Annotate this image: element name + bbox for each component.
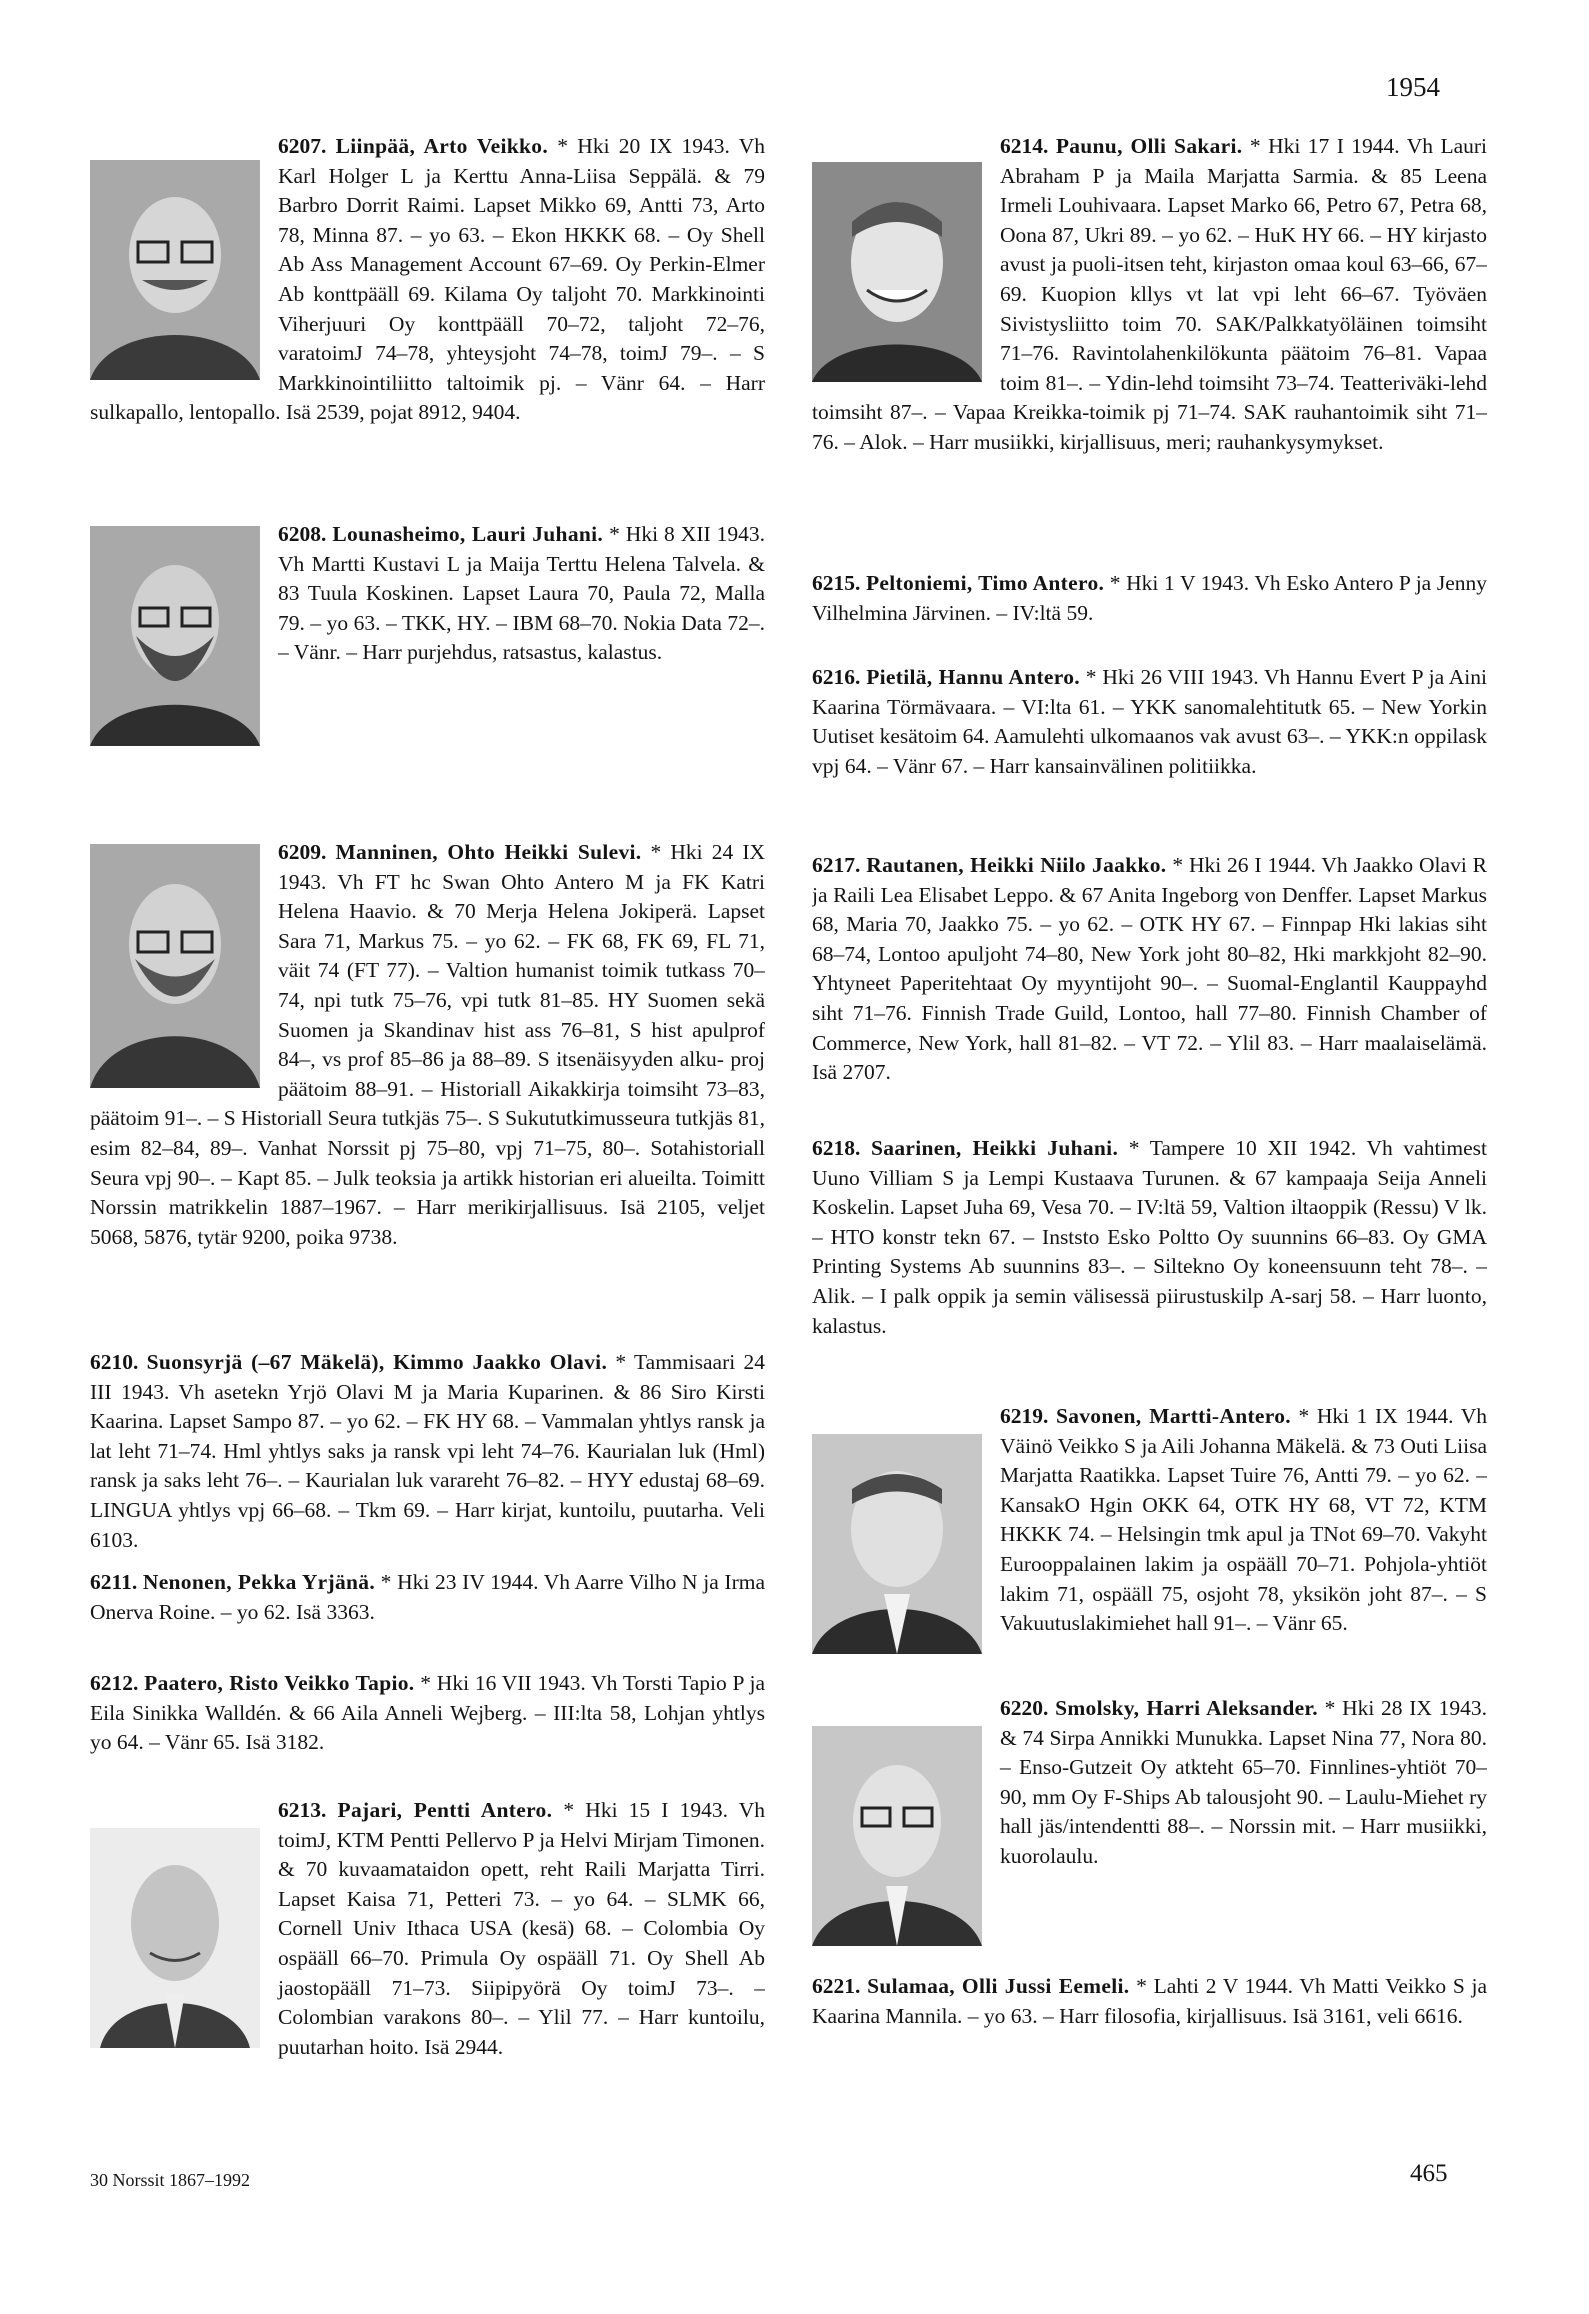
entry-6208 [90,520,765,838]
entry-text: * Hki 16 VII 1943. Vh Torsti Tapio P ja Eila Sinikka Walldén. & 66 Aila Anneli Wejberg. – III:lta 58, Lohjan yhtlys yo 64. – Vänr 65. Isä 3182. [90,1671,765,1755]
entry-name: Manninen, Ohto Heikki Sulevi. [335,840,642,864]
portrait-photo [90,844,260,1088]
entry-number: 6210. [90,1350,139,1374]
entry-text: * Tampere 10 XII 1942. Vh vahtimest Uuno Villiam S ja Lempi Kustaava Turunen. & 67 kampaaja Seija Anneli Koskelin. Lapset Juha 69, Vesa 70. – IV:ltä 59, Valtion iltaoppik (Ressu) V lk. – HTO konstr tekn 67. – Inststo Esko Poltto Oy suunnins 66–83. Oy GMA Printing Systems Ab suunnins 83–. – Siltekno Oy koneensuunn teht 78–. – Alik. – I palk oppik ja semin välisessä piirustuskilp A-sarj 58. – Harr luonto, kalastus. [812,1136,1487,1338]
entry-text: * Hki 26 I 1944. Vh Jaakko Olavi R ja Raili Lea Elisabet Leppo. & 67 Anita Ingeborg von Denffer. Lapset Markus 68, Maria 70, Jaakko 75. – yo 62. – OTK HY 67. – Finnpap Hki lakias siht 68–74, Lontoo apuljoht 74–80, New York joht 80–82, Hki markkjoht 82–90. Yhtyneet Paperitehtaat Oy myyntijoht 90–. – Suomal-Englantil Kauppayhd siht 71–76. Finnish Trade Guild, Lontoo, hall 77–80. Finnish Chamber of Commerce, New York, hall 81–82. – VT 72. – Ylil 83. – Harr maalaiselämä. Isä 2707. [812,853,1487,1085]
portrait-photo [812,1726,982,1946]
entry-6220 [812,1694,1487,1972]
entry-name: Lounasheimo, Lauri Juhani. [332,522,604,546]
entry-text: * Hki 1 V 1943. Vh Esko Antero P ja Jenny Vilhelmina Järvinen. – IV:ltä 59. [812,571,1487,625]
entry-text: * Hki 20 IX 1943. Vh Karl Holger L ja Kerttu Anna-Liisa Seppälä. & 79 Barbro Dorrit Raimi. Lapset Mikko 69, Antti 73, Arto 78, Minna 87. – yo 63. – Ekon HKKK 68. – Oy Shell Ab Ass Management Account 67–69. Oy Perkin-Elmer Ab konttpääll 69. Kilama Oy taljoht 70. Markkinointi Viherjuuri Oy konttpääll 70–72, taljoht 72–76, varatoimJ 74–78, yhteysjoht 74–78, toimJ 79–. – S Markkinointiliitto taltoimik pj. – Vänr 64. – Harr sulkapallo, lentopallo. Isä 2539, pojat 8912, 9404. [90,134,765,425]
entry-6218 [812,1134,1487,1402]
entry-name: Rautanen, Heikki Niilo Jaakko. [866,853,1167,877]
entry-text: * Tammisaari 24 III 1943. Vh asetekn Yrjö Olavi M ja Maria Kuparinen. & 86 Siro Kirsti Kaarina. Lapset Sampo 87. – yo 62. – FK HY 68. – Vammalan yhtlys ransk ja lat leht 71–74. Hml yhtlys saks ja ransk vpi leht 74–76. Kaurialan luk (Hml) ransk ja saks leht 76–. – Kaurialan luk varareht 76–82. – HYY edustaj 68–69. LINGUA yhtlys vpj 66–68. – Tkm 69. – Harr kirjat, kuntoilu, puutarha. Veli 6103. [90,1350,765,1552]
entry-name: Savonen, Martti-Antero. [1055,1404,1291,1428]
entry-6211 [90,1568,765,1669]
entry-6212 [90,1669,765,1796]
entry-text: * Hki 17 I 1944. Vh Lauri Abraham P ja Maila Marjatta Sarmia. & 85 Leena Irmeli Louhivaara. Lapset Marko 66, Petro 67, Petra 68, Oona 87, Ukri 89. – yo 62. – HuK HY 66. – HY kirjasto avust ja puoli-itsen teht, kirjaston omaa koul 63–66, 67–69. Kuopion kllys vt lat vpi leht 66–67. Työväen Sivistysliitto toim 70. SAK/Palkkatyöläinen toimsiht 71–76. Ravintolahenkilökunta päätoim 76–81. Vapaa toim 81–. – Ydin-lehd toimsiht 73–74. Teatteriväki-lehd toimsiht 87–. – Vapaa Kreikka-toimik pj 71–74. SAK rauhantoimik siht 71–76. – Alok. – Harr musiikki, kirjallisuus, meri; rauhankysymykset. [812,134,1487,454]
entry-name: Paatero, Risto Veikko Tapio. [144,1671,415,1695]
entry-6209 [90,838,765,1348]
entry-number: 6216. [812,665,861,689]
entry-6221 [812,1972,1487,2031]
entry-name: Peltoniemi, Timo Antero. [865,571,1105,595]
entry-text: * Hki 28 IX 1943. & 74 Sirpa Annikki Munukka. Lapset Nina 77, Nora 80. – Enso-Gutzeit Oy atkteht 65–70. Finnlines-yhtiöt 70–90, mm Oy F-Ships Ab talousjoht 90. – Laulu-Miehet ry hall jäs/intendentti 88–. – Norssin mit. – Harr musiikki, kuorolaulu. [1000,1696,1487,1868]
entry-name: Nenonen, Pekka Yrjänä. [142,1570,376,1594]
entry-number: 6214. [1000,134,1049,158]
entry-number: 6220. [1000,1696,1049,1720]
page-year: 1954 [1386,72,1440,102]
entry-name: Sulamaa, Olli Jussi Eemeli. [867,1974,1130,1998]
portrait-photo [812,162,982,382]
entry-text: * Lahti 2 V 1944. Vh Matti Veikko S ja Kaarina Mannila. – yo 63. – Harr filosofia, kirjallisuus. Isä 3161, veli 6616. [812,1974,1487,2028]
entry-number: 6207. [278,134,327,158]
entry-number: 6213. [278,1798,327,1822]
left-column [90,132,765,2062]
entry-text: * Hki 24 IX 1943. Vh FT hc Swan Ohto Antero M ja FK Katri Helena Haavio. & 70 Merja Helena Jokiperä. Lapset Sara 71, Markus 75. – yo 62. – FK 68, FK 69, FL 71, väit 74 (FT 77). – Valtion humanist toimik tutkass 70–74, npi tutk 75–76, vpi tutk 81–85. HY Suomen sekä Suomen ja Skandinav hist ass 76–81, S hist apulprof 84–, vs prof 85–86 ja 88–89. S itsenäisyyden alku- proj päätoim 88–91. – Historiall Aikakkirja toimsiht 73–83, päätoim 91–. – S Historiall Seura tutkjäs 75–. S Sukututkimusseura tutkjäs 81, esim 82–84, 89–. Vanhat Norssit pj 75–80, vpj 71–75, 80–. Sotahistoriall Seura vpj 90–. – Kapt 85. – Julk teoksia ja artikk historian eri alueilta. Toimitt Norssin matrikkelin 1887–1967. – Harr merikirjallisuus. Isä 2105, veljet 5068, 5876, tytär 9200, poika 9738. [90,840,765,1249]
page-footer: 30 Norssit 1867–1992 [90,2170,251,2190]
entry-6210 [90,1348,765,1568]
entry-name: Suonsyrjä (–67 Mäkelä), Kimmo Jaakko Olavi. [146,1350,608,1374]
entry-6207 [90,132,765,520]
entry-text: * Hki 15 I 1943. Vh toimJ, KTM Pentti Pellervo P ja Helvi Mirjam Timonen. & 70 kuvaamataidon opett, reht Raili Marjatta Tirri. Lapset Kaisa 71, Petteri 73. – yo 64. – SLMK 66, Cornell Univ Ithaca USA (kesä) 68. – Colombia Oy ospääll 66–70. Primula Oy ospääll 71. Oy Shell Ab jaostopääll 71–73. Siipipyörä Oy toimJ 73–. – Colombian varakons 80–. – Ylil 77. – Harr kuntoilu, puutarhan hoito. Isä 2944. [278,1798,765,2059]
portrait-photo [90,1828,260,2048]
entry-number: 6215. [812,571,861,595]
entry-text: * Hki 23 IV 1944. Vh Aarre Vilho N ja Irma Onerva Roine. – yo 62. Isä 3363. [90,1570,765,1624]
entry-number: 6217. [812,853,861,877]
portrait-photo [90,526,260,746]
entry-6217 [812,851,1487,1134]
entry-name: Pietilä, Hannu Antero. [866,665,1080,689]
entry-name: Smolsky, Harri Aleksander. [1055,1696,1318,1720]
entry-text: * Hki 1 IX 1944. Vh Väinö Veikko S ja Aili Johanna Mäkelä. & 73 Outi Liisa Marjatta Raatikka. Lapset Tuire 76, Antti 79. – yo 62. – KansakO Hgin OKK 64, OTK HY 68, VT 72, KTM HKKK 74. – Helsingin tmk apul ja TNot 69–70. Vakyht Eurooppalainen lakim ja ospääll 70–71. Pohjola-yhtiöt lakim 71, ospääll 75, osjoht 78, yksikön joht 87–. – S Vakuutuslakimiehet hall 91–. – Vänr 65. [1000,1404,1487,1636]
entry-number: 6221. [812,1974,861,1998]
entry-name: Pajari, Pentti Antero. [337,1798,553,1822]
entry-number: 6211. [90,1570,138,1594]
entry-number: 6209. [278,840,327,864]
entry-6214 [812,132,1487,569]
entry-text: * Hki 26 VIII 1943. Vh Hannu Evert P ja Aini Kaarina Törmävaara. – VI:lta 61. – YKK sanomalehtitutk 65. – New Yorkin Uutiset kesätoim 64. Aamulehti ulkomaanos vak avust 63–. – YKK:n oppilask vpj 64. – Vänr 67. – Harr kansainvälinen politiikka. [812,665,1487,778]
entry-number: 6219. [1000,1404,1049,1428]
entry-6216 [812,663,1487,851]
entry-name: Liinpää, Arto Veikko. [335,134,549,158]
entry-number: 6208. [278,522,327,546]
portrait-photo [90,160,260,380]
right-column [812,132,1487,2031]
entry-name: Paunu, Olli Sakari. [1055,134,1243,158]
entry-6219 [812,1402,1487,1694]
portrait-photo [812,1434,982,1654]
entry-text: * Hki 8 XII 1943. Vh Martti Kustavi L ja Maija Terttu Helena Talvela. & 83 Tuula Koskinen. Lapset Laura 70, Paula 72, Malla 79. – yo 63. – TKK, HY. – IBM 68–70. Nokia Data 72–. – Vänr. – Harr purjehdus, ratsastus, kalastus. [278,522,765,665]
entry-number: 6212. [90,1671,139,1695]
entry-number: 6218. [812,1136,861,1160]
entry-6215 [812,569,1487,663]
page-number: 465 [1410,2160,1448,2187]
entry-name: Saarinen, Heikki Juhani. [871,1136,1119,1160]
entry-6213 [90,1796,765,2062]
